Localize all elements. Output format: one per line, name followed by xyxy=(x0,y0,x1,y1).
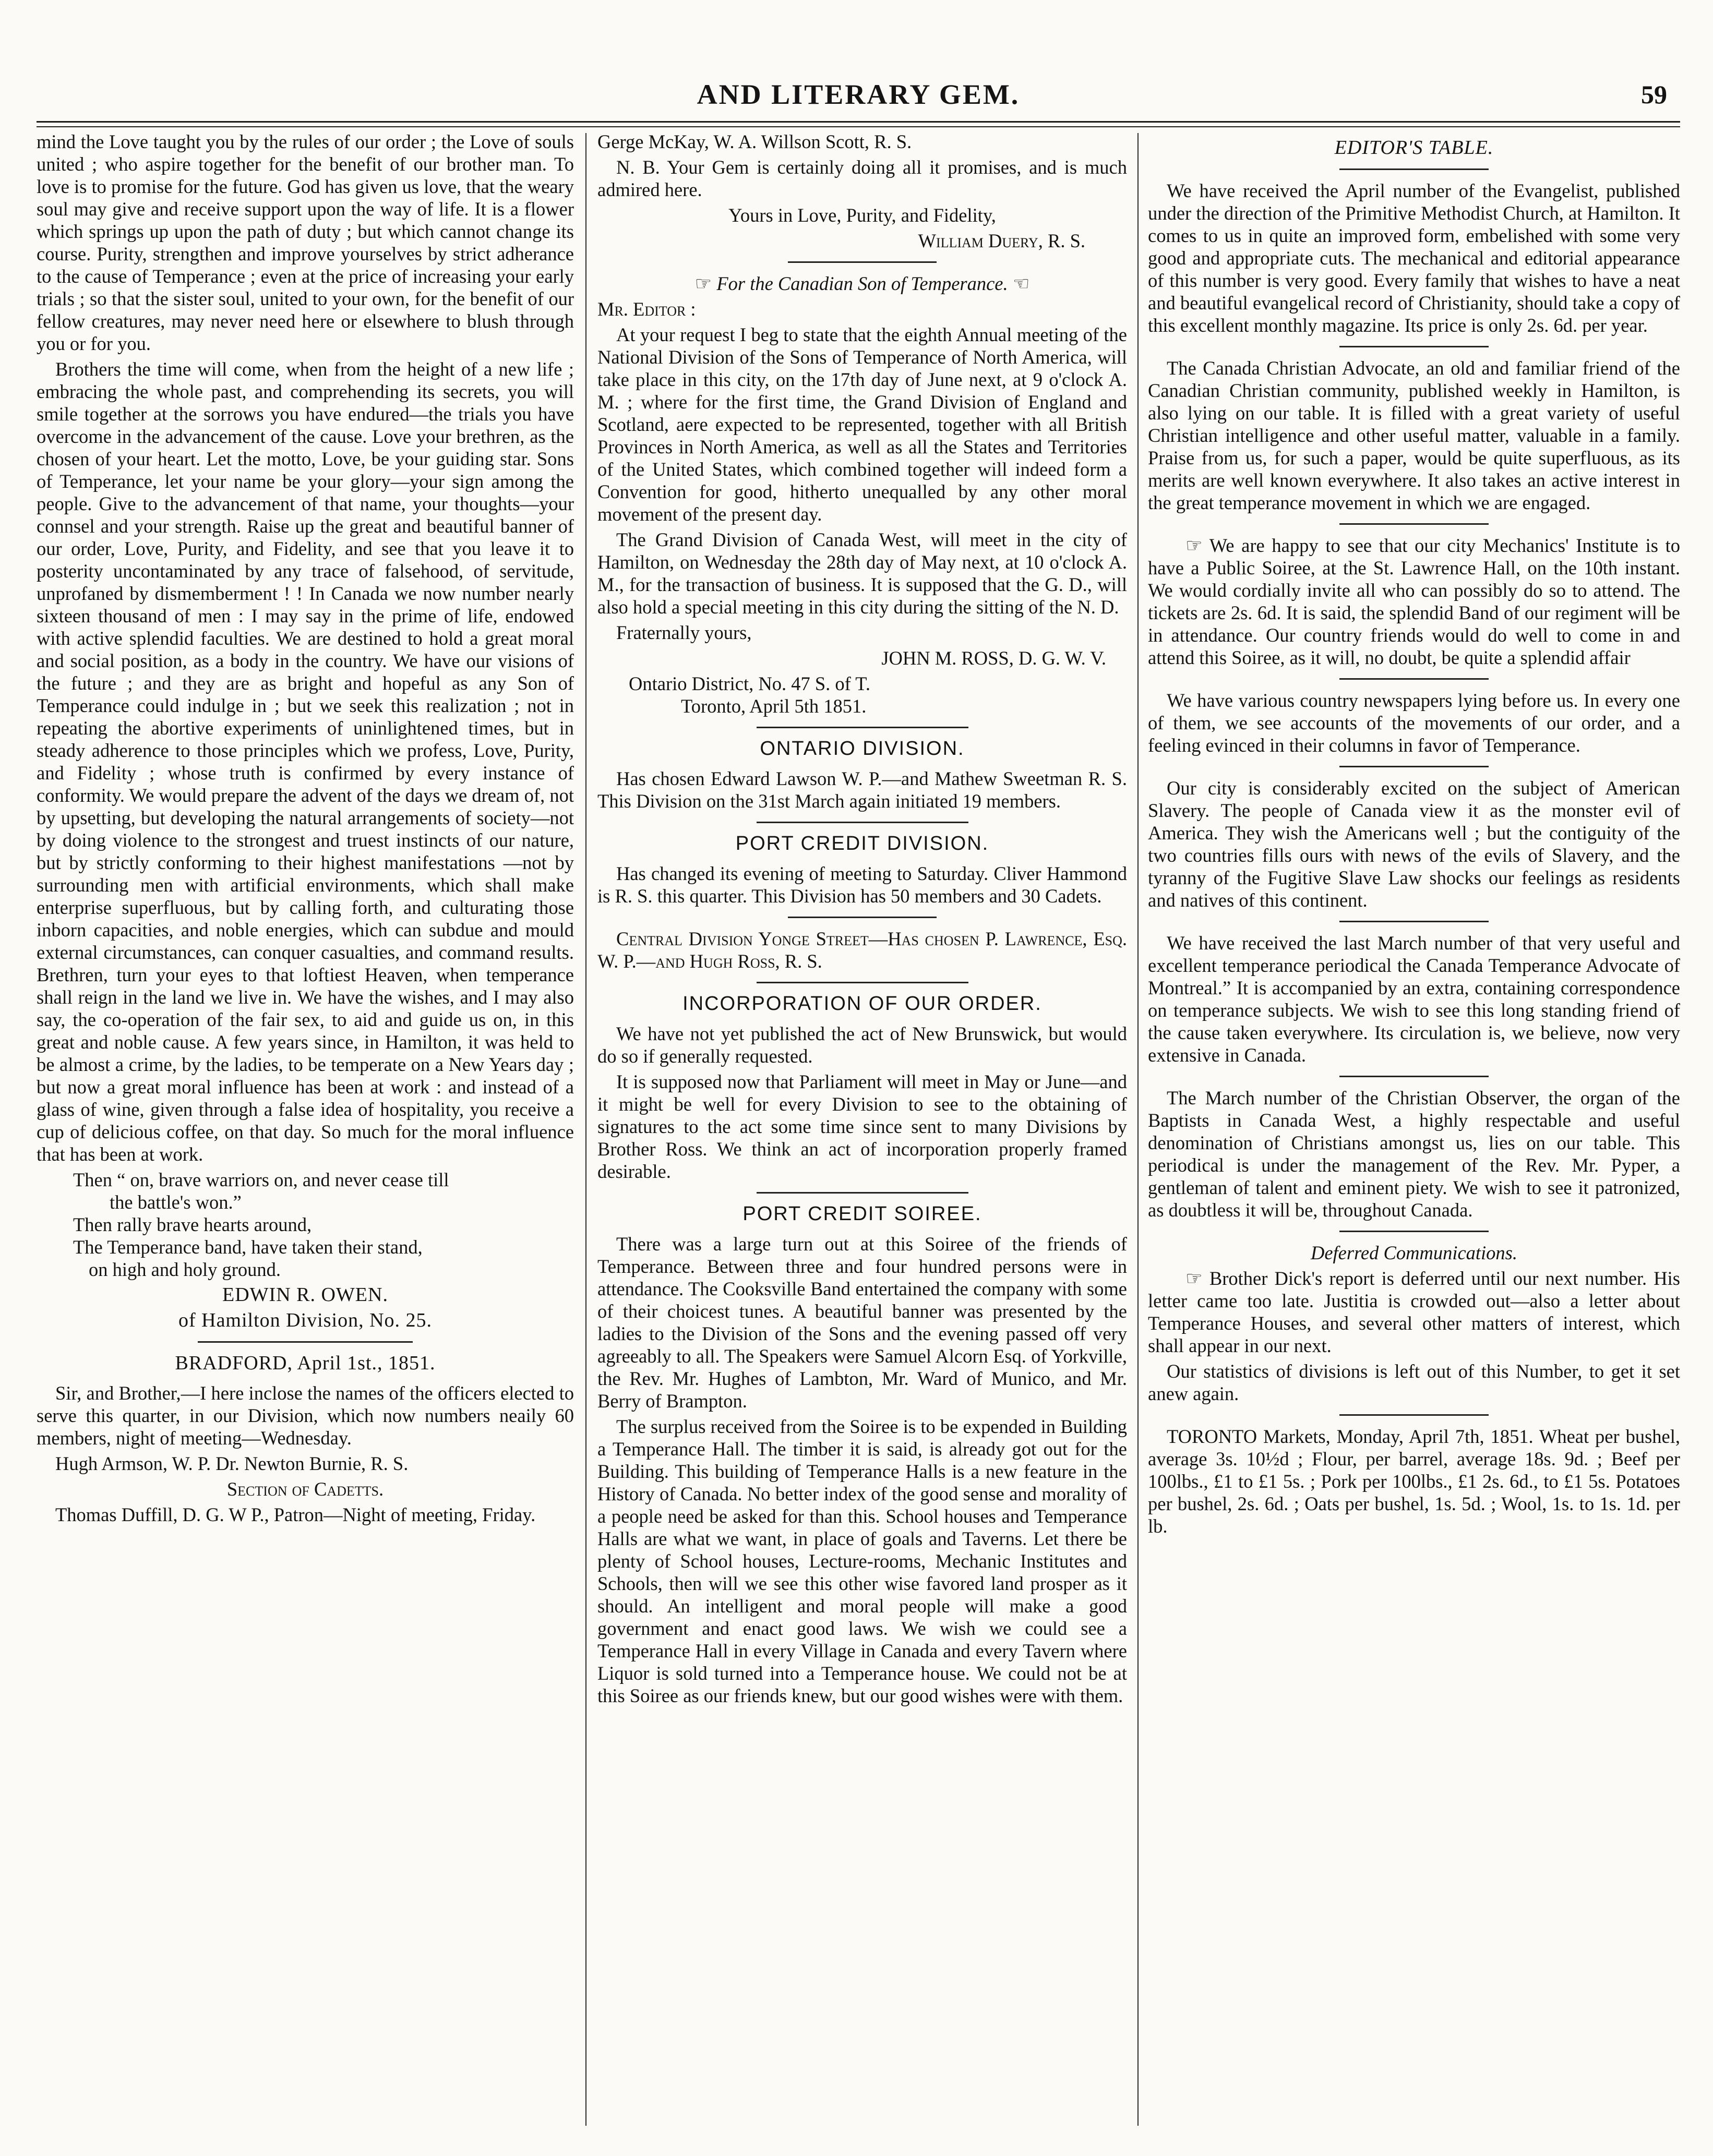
letter-paragraph: The Grand Division of Canada West, will meet in the city of Hamilton, on Wednesday the 28th day of May next, at 10 o'clock A. M., for the transaction of business. It is supposed that the G. D., will also hold a special meeting in this city during the sitting of the N. D. xyxy=(597,529,1127,618)
editors-table-title: EDITOR'S TABLE. xyxy=(1334,137,1494,159)
column-middle xyxy=(597,130,1127,2134)
header-rule-thin xyxy=(37,126,1680,127)
soiree-paragraph: There was a large turn out at this Soiree of the friends of Temperance. Between three and four hundred persons were in attendance. The Cooksville Band entertained the company with some of their choicest tunes. A beautiful banner was presented by the ladies to the Division of the Sons and the evening passed off very agreeably to all. The Speakers were Samuel Alcorn Esq. of Yorkville, the Rev. Mr. Hughes of Lambton, Mr. Ward of Munico, and Mr. Berry of Brampton. xyxy=(597,1233,1127,1412)
editorial-paragraph xyxy=(1148,534,1680,669)
incorporation-paragraph: We have not yet published the act of New Brunswick, but would do so if generally requested. xyxy=(597,1023,1127,1067)
section-rule xyxy=(1339,1231,1489,1232)
section-rule xyxy=(757,1192,968,1194)
section-rule xyxy=(788,261,936,263)
editorial-paragraph: We have various country newspapers lying before us. In every one of them, we see accounts of the movements of our order, and a feeling evinced in their columns in favor of Temperance. xyxy=(1148,690,1680,756)
article-paragraph: Brothers the time will come, when from the height of a new life ; embracing the whole past, and comprehending its secrets, you will smile together at the sorrows you have endured—the trials you have overcome in the advancement of the cause. Love your brethren, as the chosen of your heart. Let the motto, Love, be your guiding star. Sons of Temperance, let your name be your glory—your sign among the people. Give to the advancement of that name, your thoughts—your connsel and your strength. Raise up the great and beautiful banner of our order, Love, Purity, and Fidelity, and see that you leave it to posterity uncontaminated by any trace of falsehood, of servitude, unprofaned by dismemberment ! ! In Canada we now number nearly sixteen thousand of men : I may say in the prime of life, endowed with active splendid faculties. We are destined to hold a great moral and social position, as a body in the country. We have our visions of the future ; and they are as bright and hopeful as any Son of Temperance could indulge in ; but we seek this realization ; not in repeating the abortive experiments of uninlightened times, but in steady adherence to those principles which we profess, Love, Purity, and Fidelity ; whose truth is confirmed by every instance of conformity. We would prepare the advent of the days we dream of, not by upsetting, but developing the natural arrangements of society—not by doing violence to the strongest and truest instincts of our nature, but by strictly conforming to their highest manifestations —not by surrounding men with artificial environments, which shall make enterprise superfluous, but by calling forth, and culturating those inborn capacities, and noble energies, which can subdue and mould external circumstances, can conquer casualties, and command results. Brethren, turn your eyes to that loftiest Heaven, when temperance shall reign in the land we live in. We have the wishes, and I may also say, the co-operation of the fair sex, to aid and guide us on, in this great and noble cause. A few years since, in Hamilton, it was held to be almost a crime, by the ladies, to be temperate on a New Years day ; but now a great moral influence has been at work : and instead of a glass of wine, given through a false idea of hospitality, you receive a cup of delicious coffee, on that day. So much for the moral influence that has been at work. xyxy=(37,358,574,1165)
editorial-paragraph: The Canada Christian Advocate, an old and familiar friend of the Canadian Christian community, published weekly in Hamilton, is also lying on our table. It is filled with a great variety of useful Christian intelligence and other useful matter, valuable in a family. Praise from us, for such a paper, would be quite superfluous, as its merits are well known everywhere. It also takes an active interest in the great temperance movement in which we are engaged. xyxy=(1148,357,1680,513)
section-rule xyxy=(757,727,968,728)
editorial-paragraph: We have received the April number of the Evangelist, published under the direction of the Primitive Methodist Church, at Hamilton. It comes to us in quite an improved form, embelished with some very good and appropriate cuts. The mechanical and editorial appearance of this number is very good. Every family that wishes to have a neat and beautiful evangelical record of Christianity, should take a copy of this excellent monthly magazine. Its price is only 2s. 6d. per year. xyxy=(1148,180,1680,336)
deferred-title: Deferred Communications. xyxy=(1310,1242,1518,1263)
running-head: AND LITERARY GEM. xyxy=(697,79,1020,110)
article-paragraph: mind the Love taught you by the rules of our order ; the Love of souls united ; who aspire together for the benefit of our brother man. To love is to promise for the future. God has given us love, that the weary soul may give and receive support upon the way of life. It is a flower which springs up upon the path of duty ; but which cannot change its course. Purity, strengthen and improve yourselves by strict adherance to the cause of Temperance ; even at the price of increasing your early trials ; so that the sister soul, united to your own, for the benefit of our fellow creatures, may never need here or elsewhere to blush through you or for you. xyxy=(37,131,574,354)
verse-line: on high and holy ground. xyxy=(89,1259,281,1280)
editorial-paragraph xyxy=(1148,1267,1680,1357)
nota-bene: N. B. Your Gem is certainly doing all it promises, and is much admired here. xyxy=(597,156,1127,200)
bradford-officers: Hugh Armson, W. P. Dr. Newton Burnie, R. S. xyxy=(55,1453,409,1474)
verse-line: Then “ on, brave warriors on, and never cease till xyxy=(73,1169,449,1190)
column-divider xyxy=(1137,133,1139,2126)
section-rule xyxy=(757,982,968,983)
page-header xyxy=(37,73,1680,125)
section-rule xyxy=(198,1341,413,1343)
editorial-paragraph: We have received the last March number of that very useful and excellent temperance periodical the Canada Temperance Advocate of Montreal.” It is accompanied by an extra, containing correspondence on temperance subjects. We wish to see this long standing friend of the cause taken everywhere. Its circulation is, we believe, now very extensive in Canada. xyxy=(1148,932,1680,1066)
column-divider xyxy=(585,133,586,2126)
header-rule xyxy=(37,121,1680,123)
letter-fraternally: Fraternally yours, xyxy=(616,622,752,643)
section-rule xyxy=(1339,1076,1489,1077)
pointing-hand-icon: ☞ xyxy=(694,273,712,294)
section-rule xyxy=(1339,1414,1489,1416)
ontario-title: ONTARIO DIVISION. xyxy=(760,738,965,760)
portcredit-body: Has changed its evening of meeting to Saturday. Cliver Hammond is R. S. this quarter. This Division has 50 members and 30 Cadets. xyxy=(597,863,1127,907)
column-left xyxy=(37,130,574,2134)
verse-line: The Temperance band, have taken their stand, xyxy=(73,1236,423,1258)
incorporation-paragraph: It is supposed now that Parliament will meet in May or June—and it might be well for every Division to see to the obtaining of signatures to the act some time since sent to many Divisions by Brother Ross. We think an act of incorporation properly framed desirable. xyxy=(597,1071,1127,1182)
section-rule xyxy=(757,822,968,823)
cadets-title: Section of Cadetts. xyxy=(226,1478,384,1500)
letter-salutation: Mr. Editor : xyxy=(597,298,696,320)
pointing-hand-icon: ☞ xyxy=(1185,1268,1203,1289)
pointing-hand-icon: ☜ xyxy=(1012,273,1030,294)
letter-heading xyxy=(597,272,1127,295)
letter-paragraph: At your request I beg to state that the eighth Annual meeting of the National Division of the Sons of Temperance of North America, will take place in this city, on the 17th day of June next, at 9 o'clock A. M. ; where for the first time, the Grand Division of England and Scotland, aere expected to be represented, together with all British Provinces in North America, as well as all the States and Territories of the United States, which combined together will indeed form a Convention for good, hitherto unequalled by any other moral movement of the present day. xyxy=(597,324,1127,525)
cadets-officers: Thomas Duffill, D. G. W P., Patron—Night of meeting, Friday. xyxy=(55,1504,536,1525)
central-division-body: Central Division Yonge Street—Has chosen P. Lawrence, Esq. W. P.—and Hugh Ross, R. S. xyxy=(597,928,1127,972)
newspaper-page xyxy=(37,63,1680,2139)
soiree-title: PORT CREDIT SOIREE. xyxy=(742,1203,982,1225)
section-rule xyxy=(1339,523,1489,525)
section-rule xyxy=(1339,346,1489,347)
section-rule xyxy=(1339,678,1489,680)
editorial-paragraph: Our city is considerably excited on the subject of American Slavery. The people of Canada view it as the monster evil of America. They wish the Americans well ; but the contiguity of the two countries fills ours with news of the evils of Slavery, and the tyranny of the Fugitive Slave Law shocks our feelings as residents and natives of this continent. xyxy=(1148,777,1680,911)
incorporation-title: INCORPORATION OF OUR ORDER. xyxy=(682,993,1042,1015)
portcredit-title: PORT CREDIT DIVISION. xyxy=(735,833,989,854)
markets-report: TORONTO Markets, Monday, April 7th, 1851. Wheat per bushel, average 3s. 10½d ; Flour, per barrel, average 18s. 9d. ; Beef per 100lbs., £1 to £1 5s. ; Pork per 100lbs., £1 2s. 6d., to £1 5s. Potatoes per bushel, 2s. 6d. ; Oats per bushel, 1s. 5d. ; Wool, 1s. to 1s. 1d. per lb. xyxy=(1148,1426,1680,1537)
pointing-hand-icon: ☞ xyxy=(1185,535,1203,556)
verse-line: the battle's won.” xyxy=(110,1191,242,1213)
letter-closing: Yours in Love, Purity, and Fidelity, xyxy=(728,204,996,226)
author-signature: EDWIN R. OWEN. xyxy=(222,1284,388,1306)
author-division: of Hamilton Division, No. 25. xyxy=(178,1309,433,1331)
section-rule xyxy=(788,917,936,918)
bradford-letter: Sir, and Brother,—I here inclose the names of the officers elected to serve this quarter, in our Division, which now numbers neaily 60 members, night of meeting—Wednesday. xyxy=(37,1382,574,1449)
editorial-paragraph: The March number of the Christian Observer, the organ of the Baptists in Canada West, a highly respectable and useful denomination of Christians amongst us, lies on our table. This periodical is under the management of the Rev. Mr. Pyper, a gentleman of talent and eminent piety. We wish to see it patronized, as doubtless it will be, throughout Canada. xyxy=(1148,1087,1680,1221)
officer-names: Gerge McKay, W. A. Willson Scott, R. S. xyxy=(597,131,912,152)
page-number: 59 xyxy=(1641,80,1667,109)
date-line: Toronto, April 5th 1851. xyxy=(681,695,867,717)
editorial-text: We are happy to see that our city Mechanics' Institute is to have a Public Soiree, at the St. Lawrence Hall, on the 10th instant. We would cordially invite all who can possibly do so to attend. The tickets are 2s. 6d. It is said, the splendid Band of our regiment will be in attendance. Our country friends would do well to come in and attend this Soiree, as it will, no doubt, be quite a splendid affair xyxy=(1148,535,1680,668)
letter-heading-text: For the Canadian Son of Temperance. xyxy=(716,273,1008,294)
section-rule xyxy=(1339,766,1489,767)
bradford-title: BRADFORD, April 1st., 1851. xyxy=(175,1352,436,1374)
district-line: Ontario District, No. 47 S. of T. xyxy=(629,673,870,694)
editorial-paragraph: Our statistics of divisions is left out of this Number, to get it set anew again. xyxy=(1148,1360,1680,1404)
section-rule xyxy=(1339,921,1489,922)
ontario-body: Has chosen Edward Lawson W. P.—and Mathew Sweetman R. S. This Division on the 31st March again initiated 19 members. xyxy=(597,768,1127,812)
column-right xyxy=(1148,130,1680,2134)
section-rule xyxy=(1339,168,1489,170)
verse-line: Then rally brave hearts around, xyxy=(73,1214,312,1235)
letter-signature: William Duery, R. S. xyxy=(918,230,1085,251)
soiree-paragraph: The surplus received from the Soiree is to be expended in Building a Temperance Hall. The timber it is said, is already got out for the Building. This building of Temperance Halls is a new feature in the History of Canada. No better index of the good sense and morality of a people need be asked for than this. School houses and Temperance Halls are what we want, in place of goals and Taverns. Let there be plenty of School houses, Lecture-rooms, Mechanic Institutes and Schools, then will we see this other wise favored land prosper as it should. An intelligent and moral people will make a good government and enact good laws. We wish we could see a Temperance Hall in every Village in Canada and every Tavern where Liquor is sold turned into a Temperance house. We could not be at this Soiree as our friends knew, but our good wishes were with them. xyxy=(597,1416,1127,1706)
letter-signature: JOHN M. ROSS, D. G. W. V. xyxy=(881,647,1106,669)
editorial-text: Brother Dick's report is deferred until our next number. His letter came too late. Justitia is crowded out—also a letter about Temperance Houses, and several other matters of interest, which shall appear in our next. xyxy=(1148,1268,1680,1356)
